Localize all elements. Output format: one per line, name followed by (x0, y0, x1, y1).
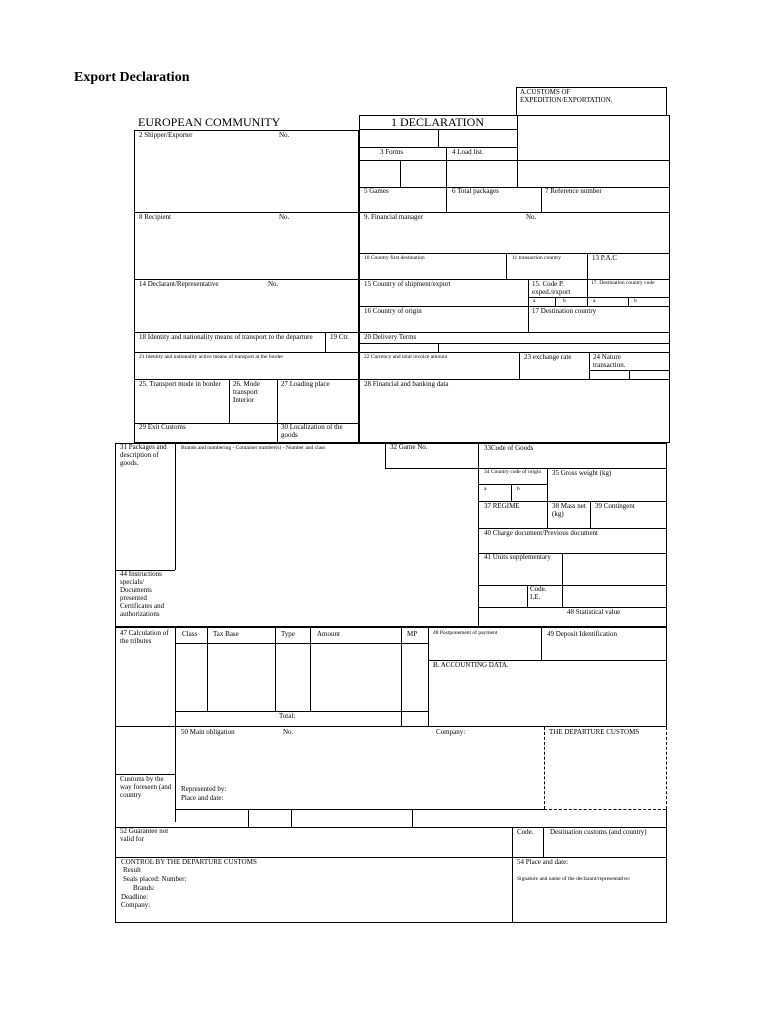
guarantee-not-valid-label: 52 Guarantee not valid for (120, 827, 169, 843)
tributes-calculation-label: 47 Calculation of the tributes (120, 629, 169, 645)
code-of-goods-label: 33Code of Goods (484, 444, 534, 452)
recipient-label: 8 Recipient (139, 213, 172, 221)
mp-column-label: MP (407, 630, 418, 638)
financial-manager-no-label: No. (526, 213, 537, 221)
represented-by-label: Represented by: (181, 785, 227, 793)
code-label: Code. (517, 828, 534, 836)
brands-label: Brands: (133, 884, 155, 892)
seals-placed-label: Seals placed: Number: (123, 875, 187, 883)
type-column-label: Type (281, 630, 295, 638)
pac-label: 13 P.A.C (592, 254, 618, 262)
declarant-no-label: No. (268, 280, 279, 288)
country-shipment-export-label: 15 Country of shipment/export (364, 280, 451, 288)
dest-code-a-label: a (593, 298, 596, 304)
code-expedition-label: 15. Code P. exped./export (532, 280, 571, 296)
load-list-label: 4 Load list. (452, 148, 484, 156)
tax-base-column-label: Tax Base (213, 630, 239, 638)
country-origin-label: 16 Country of origin (364, 307, 422, 315)
customs-expedition-label: A.CUSTOMS OF EXPEDITION/EXPORTATION. (520, 88, 613, 104)
transport-identity-departure-label: 18 Identity and nationality means of transport to the departure (139, 333, 313, 341)
packages-description-label: 31 Packages and description of goods. (120, 443, 167, 467)
destination-country-label: 17 Destination country (532, 307, 597, 315)
declarant-representative-label: 14 Declarant/Representative (139, 280, 219, 288)
amount-column-label: Amount (317, 630, 340, 638)
payment-postponement-label: 48 Postponement of payment (433, 630, 498, 636)
destination-customs-label: Destination customs (and country) (550, 828, 647, 836)
nature-transaction-label: 24 Nature transaction. (593, 353, 626, 369)
goods-localization-label: 30 Localization of the goods (281, 423, 343, 439)
exchange-rate-label: 23 exchange rate (524, 353, 572, 361)
game-no-label: 32 Game No. (390, 443, 428, 451)
total-packages-label: 6 Total packages (452, 187, 499, 195)
obligation-company-label: Company: (436, 728, 466, 736)
place-and-date-label: Place and date: (181, 794, 224, 802)
loading-place-label: 27 Loading place (281, 380, 330, 388)
special-instructions-label: 44 Instructions specials/ Documents presented Certificates and authorizations (120, 570, 165, 618)
supplementary-units-label: 41 Units supplementary (484, 553, 551, 561)
class-column-label: Class (182, 630, 198, 638)
financial-manager-label: 9. Financial manager (364, 213, 423, 221)
brands-numbering-label: Brands and numbering - Container number(s) - Number and class (181, 445, 326, 451)
transaction-country-label: 11 transaction country (512, 255, 561, 261)
games-label: 5 Games (364, 187, 389, 195)
departure-customs-label: THE DEPARTURE CUSTOMS (549, 728, 640, 736)
regime-label: 37 REGIME (484, 502, 520, 510)
declaration-heading: 1 DECLARATION (391, 115, 484, 129)
transport-mode-interior-label: 26. Mode transport Interior (233, 380, 260, 404)
exit-customs-label: 29 Exit Customs (139, 423, 186, 431)
net-mass-label: 38 Mass net (kg) (552, 502, 586, 518)
origin-a-label: a (484, 486, 487, 492)
customs-foreseen-way-label: Customs by the way foreseen (and country (120, 775, 172, 799)
contingent-label: 39 Contingent (595, 502, 635, 510)
reference-number-label: 7 Reference number (545, 187, 602, 195)
country-first-destination-label: 10 Country first destination (364, 255, 425, 261)
deposit-identification-label: 49 Deposit Identification (547, 630, 617, 638)
page-title: Export Declaration (74, 70, 190, 85)
result-label: Result (123, 866, 141, 874)
statistical-value-label: 48 Statistical value (567, 608, 621, 616)
total-label: Total: (279, 712, 296, 720)
control-departure-customs-label: CONTROL BY THE DEPARTURE CUSTOMS (121, 858, 257, 866)
shipper-exporter-label: 2 Shipper/Exporter (139, 131, 193, 139)
active-transport-border-label: 21 Identity and nationality active means of transport at the border (139, 354, 284, 360)
destination-country-code-label: 17. Destination country code (591, 280, 655, 286)
currency-invoice-label: 22 Currency and total invoice amount (364, 354, 448, 360)
origin-b-label: b (517, 486, 520, 492)
financial-banking-data-label: 28 Financial and banking data (364, 380, 449, 388)
calculation-section (115, 627, 667, 727)
european-community-heading: EUROPEAN COMMUNITY (138, 115, 281, 129)
accounting-data-label: B. ACCOUNTING DATA. (433, 661, 509, 669)
transport-mode-border-label: 25. Transport mode in border (139, 380, 221, 388)
delivery-terms-label: 20 Delivery Terms (364, 333, 417, 341)
gross-weight-label: 35 Gross weight (kg) (552, 469, 612, 477)
control-company-label: Company: (121, 901, 151, 909)
code-b-label: b (563, 298, 566, 304)
main-obligation-no-label: No. (283, 728, 294, 736)
main-obligation-label: 50 Main obligation (181, 728, 235, 736)
country-code-origin-label: 34 Country code of origin (484, 469, 542, 475)
charge-document-label: 40 Charge document/Previous document (484, 529, 598, 537)
code-a-label: a (533, 298, 536, 304)
forms-label: 3 Forms (380, 148, 404, 156)
recipient-no-label: No. (279, 213, 290, 221)
declarant-signature-label: Signature and name of the declarant/representative: (517, 876, 631, 882)
dest-code-b-label: b (634, 298, 637, 304)
deadline-label: Deadline: (121, 893, 149, 901)
shipper-no-label: No. (279, 131, 290, 139)
code-ie-label: Code. I.E. (530, 585, 547, 601)
container-label: 19 Ctr. (330, 333, 350, 341)
place-date-54-label: 54 Place and date: (517, 858, 569, 866)
